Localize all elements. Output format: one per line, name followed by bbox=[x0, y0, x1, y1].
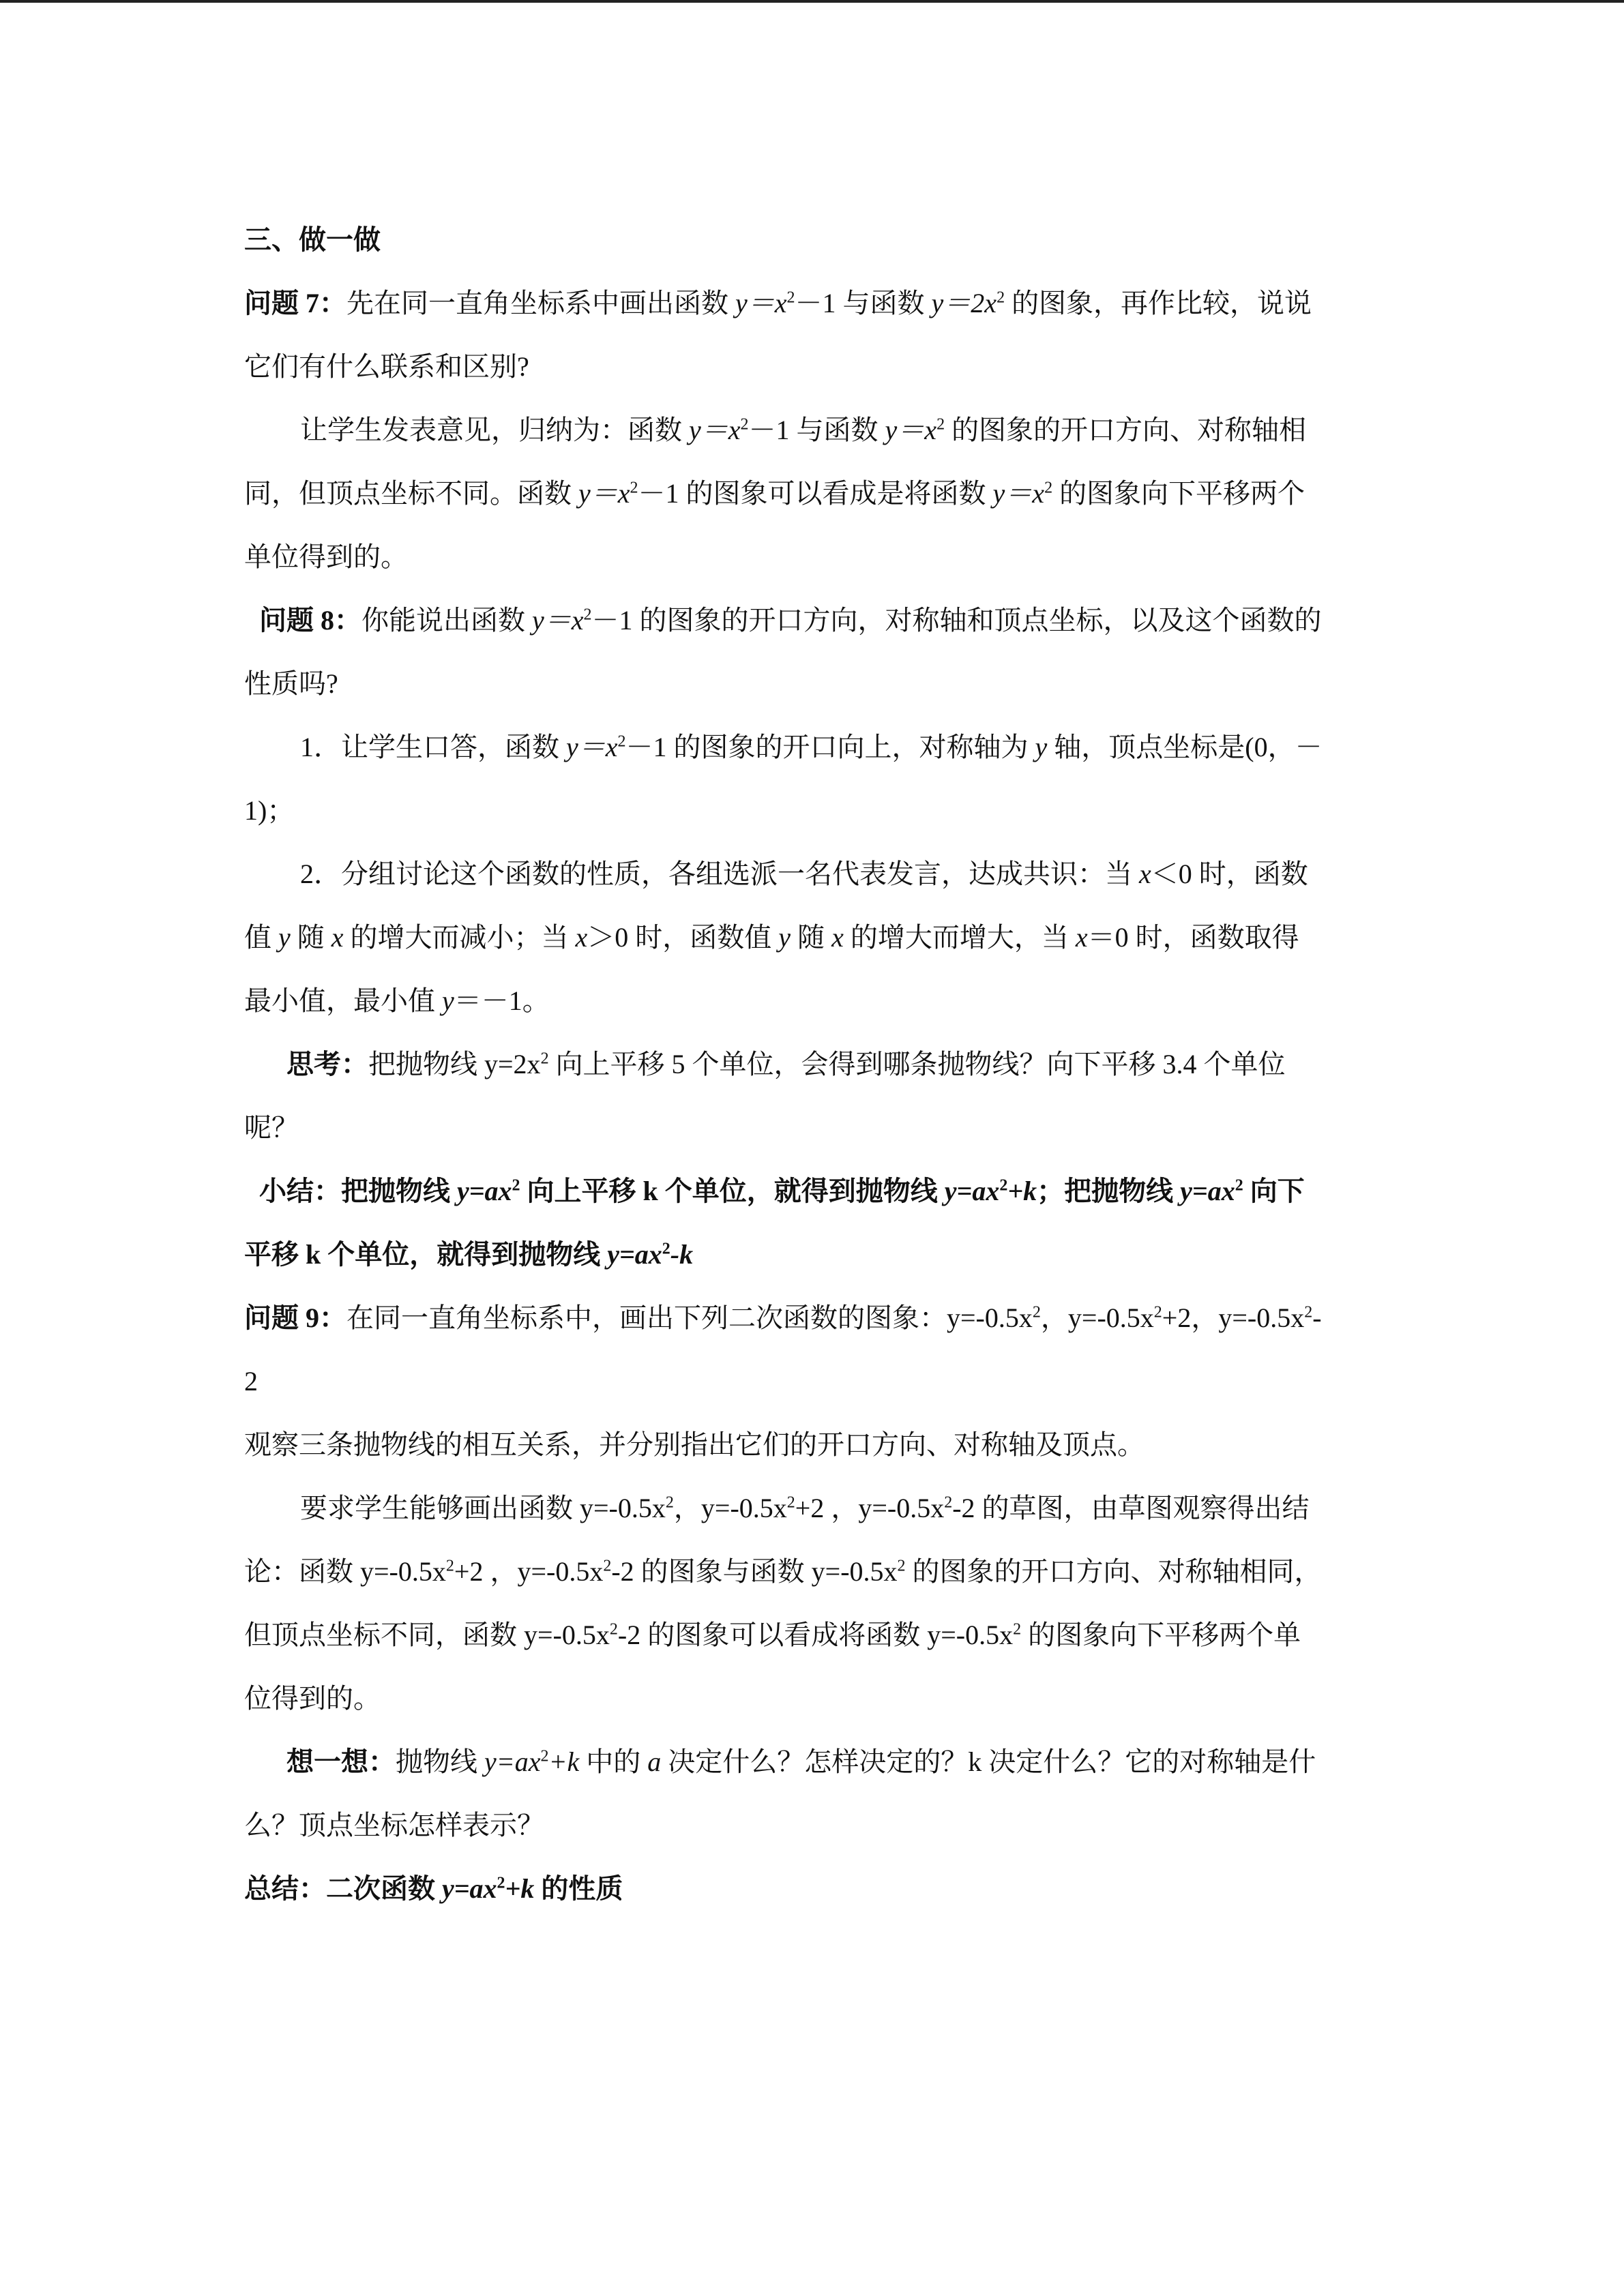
question-8-line-2: 性质吗? bbox=[244, 668, 338, 699]
math: x bbox=[1139, 859, 1151, 889]
superscript: 2 bbox=[996, 288, 1005, 307]
answer-9-line-1 bbox=[244, 1476, 1383, 1540]
math: x bbox=[1032, 478, 1045, 509]
superscript: 2 bbox=[665, 1493, 674, 1512]
math: y bbox=[442, 985, 454, 1016]
superscript: 2 bbox=[786, 288, 795, 307]
text: ＝－1。 bbox=[454, 985, 550, 1016]
text: -2 的图象与函数 y=-0.5x bbox=[611, 1556, 898, 1587]
conclusion-line bbox=[244, 1857, 1383, 1920]
text: 向上平移 k 个单位，就得到抛物线 bbox=[520, 1176, 945, 1206]
superscript: 2 bbox=[1044, 479, 1053, 497]
text: 让学生发表意见，归纳为：函数 bbox=[300, 415, 689, 445]
text: 同，但顶点坐标不同。函数 bbox=[244, 478, 578, 509]
superscript: 2 bbox=[603, 1557, 612, 1575]
text: 在同一直角坐标系中，画出下列二次函数的图象：y=-0.5x bbox=[346, 1302, 1033, 1333]
answer-7-line-2 bbox=[244, 462, 1383, 525]
math: x bbox=[1075, 922, 1088, 953]
math: y＝ bbox=[689, 415, 728, 445]
think-line-1 bbox=[244, 1032, 1383, 1096]
text: 平移 k 个单位，就得到抛物线 bbox=[244, 1239, 608, 1270]
math: +k bbox=[1007, 1176, 1037, 1206]
answer-8-2-line-2 bbox=[244, 906, 1383, 969]
superscript: 2 bbox=[497, 1874, 505, 1892]
math: y＝ bbox=[532, 605, 572, 636]
math: x bbox=[571, 605, 584, 636]
text: 先在同一直角坐标系中画出函数 bbox=[346, 288, 735, 318]
math: x bbox=[924, 415, 937, 445]
question-9-label: 问题 9： bbox=[244, 1302, 346, 1333]
text: 的图象的开口方向、对称轴相同， bbox=[905, 1556, 1322, 1587]
answer-8-2-line-3 bbox=[244, 969, 1383, 1032]
math: －1 bbox=[748, 415, 790, 445]
question-8-label: 问题 8： bbox=[259, 605, 361, 636]
superscript: 2 bbox=[583, 606, 592, 624]
superscript: 2 bbox=[1235, 1176, 1243, 1195]
superscript: 2 bbox=[1304, 1303, 1313, 1322]
text: 的图象可以看成是将函数 bbox=[679, 478, 993, 509]
text: 但顶点坐标不同，函数 y=-0.5x bbox=[244, 1620, 610, 1650]
math: y bbox=[778, 922, 791, 953]
text: +2，y=-0.5x bbox=[1162, 1302, 1305, 1333]
math: y＝ bbox=[566, 732, 606, 762]
text: 的图象的开口向上，对称轴为 bbox=[666, 732, 1035, 762]
superscript: 2 bbox=[445, 1557, 454, 1575]
math: x bbox=[728, 415, 741, 445]
math: y=ax bbox=[484, 1746, 541, 1777]
ponder-label: 想一想： bbox=[286, 1746, 396, 1777]
math: -k bbox=[670, 1239, 694, 1270]
document-page bbox=[244, 208, 1383, 1920]
text: 与函数 bbox=[789, 415, 885, 445]
text: 要求学生能够画出函数 y=-0.5x bbox=[300, 1493, 666, 1523]
answer-9-line-2 bbox=[244, 1540, 1383, 1603]
answer-7-line-1 bbox=[244, 398, 1383, 462]
text: 2．分组讨论这个函数的性质，各组选派一名代表发言，达成共识：当 bbox=[300, 859, 1139, 889]
text: 论：函数 y=-0.5x bbox=[244, 1556, 446, 1587]
top-border bbox=[0, 0, 1624, 3]
text: 中的 bbox=[579, 1746, 648, 1777]
question-8-line-1 bbox=[244, 588, 1383, 652]
text: 向上平移 5 个单位，会得到哪条抛物线？向下平移 3.4 个单位 bbox=[548, 1049, 1286, 1079]
math: +k bbox=[548, 1746, 580, 1777]
math: x bbox=[575, 922, 588, 953]
math: y=ax bbox=[1180, 1176, 1235, 1206]
text: 随 bbox=[791, 922, 832, 953]
superscript: 2 bbox=[540, 1747, 549, 1765]
superscript: 2 bbox=[740, 415, 749, 434]
text: 决定什么？怎样决定的？k 决定什么？它的对称轴是什 bbox=[661, 1746, 1316, 1777]
math: x bbox=[617, 478, 630, 509]
superscript: 2 bbox=[540, 1049, 549, 1068]
math: －1 bbox=[625, 732, 667, 762]
text: 的图象向下平移两个 bbox=[1052, 478, 1305, 509]
math: y＝ bbox=[735, 288, 775, 318]
text: 的图象的开口方向，对称轴和顶点坐标，以及这个函数的 bbox=[632, 605, 1322, 636]
superscript: 2 bbox=[1013, 1620, 1022, 1639]
math: a bbox=[647, 1746, 662, 1777]
question-7-line-2: 它们有什么联系和区别? bbox=[244, 351, 529, 382]
math: y=ax bbox=[607, 1239, 662, 1270]
superscript: 2 bbox=[1153, 1303, 1162, 1322]
text: 最小值，最小值 bbox=[244, 985, 442, 1016]
math: x bbox=[774, 288, 787, 318]
text: 你能说出函数 bbox=[361, 605, 532, 636]
superscript: 2 bbox=[1032, 1303, 1041, 1322]
question-9-line-2: 2 bbox=[244, 1366, 258, 1397]
answer-8-2-line-1 bbox=[244, 842, 1383, 906]
math: x bbox=[831, 922, 844, 953]
math: －1 bbox=[795, 288, 836, 318]
text: 随 bbox=[290, 922, 331, 953]
math: y bbox=[1035, 732, 1048, 762]
superscript: 2 bbox=[786, 1493, 795, 1512]
math: y bbox=[278, 922, 291, 953]
text: 轴，顶点坐标是(0，－ bbox=[1047, 732, 1323, 762]
text: 的增大而增大，当 bbox=[843, 922, 1076, 953]
math: x bbox=[331, 922, 344, 953]
math: y=ax bbox=[442, 1873, 497, 1904]
math: －1 bbox=[638, 478, 679, 509]
ponder-line-1 bbox=[244, 1730, 1383, 1793]
superscript: 2 bbox=[936, 415, 945, 434]
think-line-2: 呢？ bbox=[244, 1112, 299, 1143]
summary-label: 小结： bbox=[259, 1176, 341, 1206]
answer-9-line-4: 位得到的。 bbox=[244, 1683, 381, 1714]
text: - bbox=[1312, 1302, 1322, 1333]
answer-9-line-3 bbox=[244, 1603, 1383, 1667]
text: 把抛物线 bbox=[341, 1176, 457, 1206]
text: 向下 bbox=[1243, 1176, 1305, 1206]
math: －1 bbox=[591, 605, 633, 636]
text: +2 ，y=-0.5x bbox=[795, 1493, 945, 1523]
math: +k bbox=[505, 1873, 535, 1904]
math: y=ax bbox=[944, 1176, 1000, 1206]
text: +2 ，y=-0.5x bbox=[454, 1556, 604, 1587]
think-label: 思考： bbox=[286, 1049, 368, 1079]
answer-8-1-line-2: 1)； bbox=[244, 795, 295, 826]
text: 的性质 bbox=[534, 1873, 623, 1904]
text: ；把抛物线 bbox=[1037, 1176, 1181, 1206]
text: ＞0 时，函数值 bbox=[587, 922, 779, 953]
math: y＝ bbox=[992, 478, 1033, 509]
superscript: 2 bbox=[512, 1176, 520, 1195]
superscript: 2 bbox=[662, 1240, 670, 1258]
summary-line-2 bbox=[244, 1223, 1383, 1286]
answer-8-1-line-1 bbox=[244, 715, 1383, 779]
answer-7-line-3: 单位得到的。 bbox=[244, 541, 408, 572]
superscript: 2 bbox=[897, 1557, 906, 1575]
superscript: 2 bbox=[944, 1493, 953, 1512]
superscript: 2 bbox=[617, 732, 626, 751]
text: -2 的图象可以看成将函数 y=-0.5x bbox=[617, 1620, 1014, 1650]
math: y=ax bbox=[457, 1176, 512, 1206]
text: 的图象向下平移两个单 bbox=[1021, 1620, 1301, 1650]
summary-line-1 bbox=[244, 1159, 1383, 1223]
math: x bbox=[984, 288, 997, 318]
text: -2 的草图，由草图观察得出结 bbox=[952, 1493, 1310, 1523]
superscript: 2 bbox=[999, 1176, 1008, 1195]
text: ，y=-0.5x bbox=[1040, 1302, 1154, 1333]
text: 1．让学生口答，函数 bbox=[300, 732, 566, 762]
section-title: 三、做一做 bbox=[244, 224, 381, 255]
text: 值 bbox=[244, 922, 278, 953]
superscript: 2 bbox=[609, 1620, 618, 1639]
math: y＝ bbox=[885, 415, 925, 445]
ponder-line-2: 么？顶点坐标怎样表示？ bbox=[244, 1810, 544, 1840]
question-9-line-1 bbox=[244, 1286, 1383, 1350]
question-7-line-1 bbox=[244, 271, 1383, 335]
text: 的增大而减小；当 bbox=[343, 922, 576, 953]
question-7-label: 问题 7： bbox=[244, 288, 346, 318]
superscript: 2 bbox=[630, 479, 638, 497]
text: 把抛物线 y=2x bbox=[368, 1049, 541, 1079]
math: y＝ bbox=[578, 478, 618, 509]
math: y＝2 bbox=[931, 288, 985, 318]
text: 抛物线 bbox=[396, 1746, 484, 1777]
text: ＝0 时，函数取得 bbox=[1087, 922, 1299, 953]
text: 的图象，再作比较，说说 bbox=[1005, 288, 1312, 318]
math: x bbox=[605, 732, 618, 762]
question-9-line-3: 观察三条抛物线的相互关系，并分别指出它们的开口方向、对称轴及顶点。 bbox=[244, 1429, 1145, 1460]
conclusion-label: 总结：二次函数 bbox=[244, 1873, 442, 1904]
text: 的图象的开口方向、对称轴相 bbox=[945, 415, 1307, 445]
text: ＜0 时，函数 bbox=[1151, 859, 1308, 889]
text: ，y=-0.5x bbox=[673, 1493, 787, 1523]
text: 与函数 bbox=[836, 288, 932, 318]
